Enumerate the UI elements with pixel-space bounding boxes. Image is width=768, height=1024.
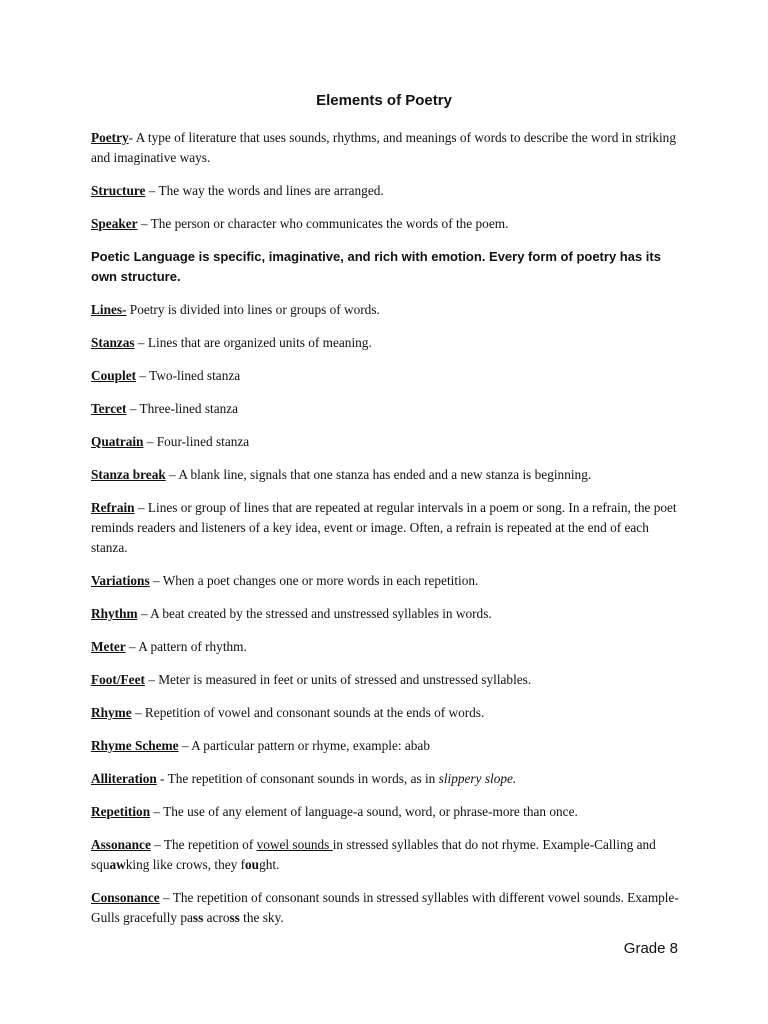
separator: - (128, 130, 136, 145)
separator: – (137, 606, 151, 621)
entry-foot-feet (91, 670, 681, 690)
definition: The repetition of consonant sounds in words, as in (167, 771, 439, 786)
definition: Lines or group of lines that are repeated at regular intervals in a poem or song. In a refrain, the poet reminds readers and listeners of a key idea, event or image. Often, a refrain is repeated at the end of each stanza. (91, 500, 677, 555)
grade-label: Grade 8 (623, 940, 678, 957)
definition: The use of any element of language-a sound, word, or phrase-more than once. (163, 804, 578, 819)
definition: A blank line, signals that one stanza has ended and a new stanza is beginning. (178, 467, 592, 482)
separator: – (143, 434, 157, 449)
definition: A pattern of rhythm. (138, 639, 247, 654)
term: Tercet (91, 401, 127, 416)
bold-letters: ss (192, 910, 204, 925)
term: Foot/Feet (91, 672, 145, 687)
separator: – (159, 890, 173, 905)
definition: The way the words and lines are arranged. (158, 183, 384, 198)
term: Lines- (91, 302, 127, 317)
definition: acro (203, 910, 230, 925)
definition: Poetry is divided into lines or groups of words. (129, 302, 380, 317)
term: Poetry (91, 130, 129, 145)
entry-speaker (91, 214, 681, 234)
term: Stanzas (91, 335, 135, 350)
term: Rhythm (91, 606, 138, 621)
entry-rhyme-scheme (91, 736, 681, 756)
entry-variations (91, 571, 681, 591)
bold-letters: ou (245, 857, 260, 872)
definition: Repetition of vowel and consonant sounds at the ends of words. (144, 705, 485, 720)
entry-alliteration (91, 769, 681, 789)
definition: A beat created by the stressed and unstressed syllables in words. (150, 606, 492, 621)
separator: – (131, 705, 145, 720)
entry-poetry (91, 128, 681, 168)
entry-repetition (91, 802, 681, 822)
entry-tercet (91, 399, 681, 419)
entry-refrain (91, 498, 681, 558)
term: Structure (91, 183, 146, 198)
term: Quatrain (91, 434, 144, 449)
definition: The person or character who communicates the words of the poem. (150, 216, 509, 231)
separator: - (156, 771, 168, 786)
term: Rhyme Scheme (91, 738, 179, 753)
definition: A particular pattern or rhyme, example: abab (191, 738, 430, 753)
poetic-language-note: Poetic Language is specific, imaginative, and rich with emotion. Every form of poetry has its own structure. (91, 249, 661, 284)
separator: – (134, 500, 148, 515)
entry-stanza-break (91, 465, 681, 485)
term: Variations (91, 573, 150, 588)
bold-letters: aw (109, 857, 126, 872)
separator: – (125, 639, 139, 654)
entry-meter (91, 637, 681, 657)
definition: Four-lined stanza (156, 434, 250, 449)
entry-structure (91, 181, 681, 201)
definition: Meter is measured in feet or units of stressed and unstressed syllables. (158, 672, 532, 687)
separator: – (137, 216, 151, 231)
separator: – (178, 738, 192, 753)
entry-rhythm (91, 604, 681, 624)
underlined-phrase: vowel sounds (256, 837, 333, 852)
term: Couplet (91, 368, 137, 383)
term: Rhyme (91, 705, 132, 720)
term: Assonance (91, 837, 151, 852)
separator: – (134, 335, 148, 350)
entry-assonance (91, 835, 681, 875)
definition: Two-lined stanza (149, 368, 241, 383)
separator: – (150, 837, 164, 852)
term: Alliteration (91, 771, 157, 786)
entry-couplet (91, 366, 681, 386)
entry-lines (91, 300, 681, 320)
example-italic: slippery slope. (438, 771, 517, 786)
entry-rhyme (91, 703, 681, 723)
separator: – (149, 573, 163, 588)
definition: A type of literature that uses sounds, rhythms, and meanings of words to describe the word in striking and imaginative ways. (91, 130, 676, 165)
definition: The repetition of consonant sounds in stressed syllables with different vowel sounds. Example-Gulls gracefully pa (91, 890, 679, 925)
term: Meter (91, 639, 126, 654)
entry-quatrain (91, 432, 681, 452)
entry-consonance (91, 888, 681, 928)
page-title: Elements of Poetry (316, 92, 452, 109)
separator: – (126, 401, 140, 416)
definition: When a poet changes one or more words in each repetition. (162, 573, 479, 588)
definition: king like crows, they f (125, 857, 246, 872)
definition: the sky. (239, 910, 284, 925)
term: Consonance (91, 890, 160, 905)
definition: Three-lined stanza (139, 401, 239, 416)
definition: Lines that are organized units of meaning. (147, 335, 372, 350)
glossary (91, 128, 681, 941)
term: Stanza break (91, 467, 166, 482)
separator: – (165, 467, 179, 482)
entry-stanzas (91, 333, 681, 353)
separator: – (136, 368, 150, 383)
term: Speaker (91, 216, 138, 231)
separator: – (144, 672, 159, 687)
definition: ght. (259, 857, 280, 872)
bold-letters: ss (229, 910, 240, 925)
separator: – (145, 183, 159, 198)
definition: in stressed syllables that do not rhyme. Example-Calling and squ (91, 837, 656, 872)
term: Repetition (91, 804, 151, 819)
definition: The repetition of (163, 837, 257, 852)
term: Refrain (91, 500, 135, 515)
separator: – (150, 804, 164, 819)
